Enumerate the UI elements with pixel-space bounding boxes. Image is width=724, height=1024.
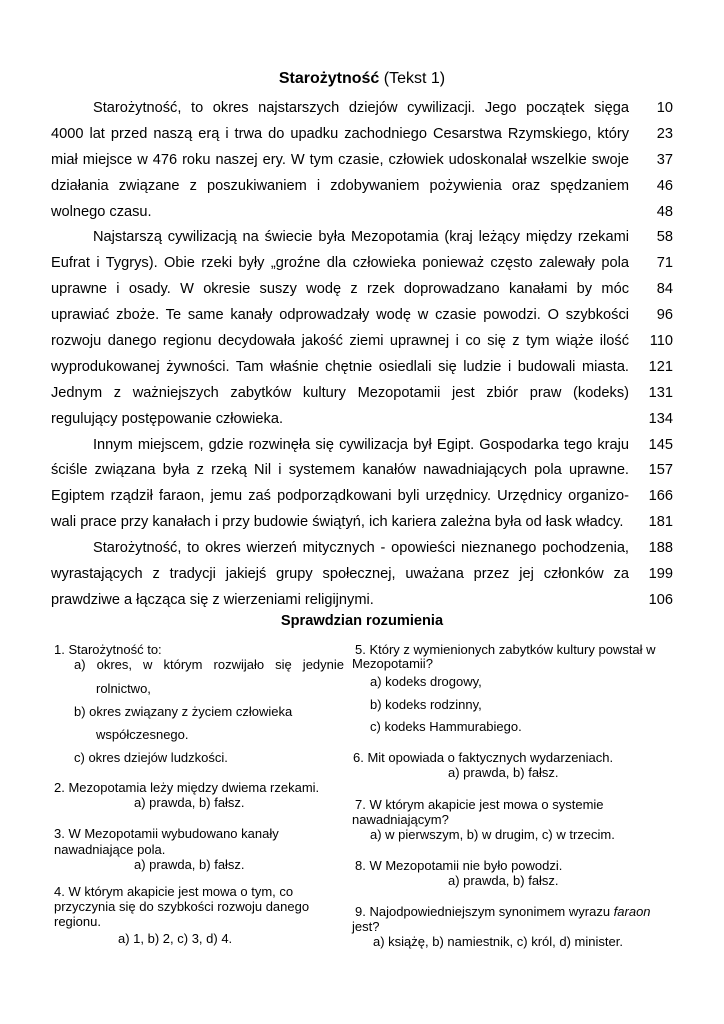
word-count: 46	[656, 177, 673, 194]
text-line	[51, 303, 681, 329]
text-line-content: uprawne i osady. W okresie suszy wodę z rzek doprowadzano kanałami by móc	[51, 281, 629, 298]
word-count: 96	[656, 307, 673, 324]
text-line-content: Jednym z ważniejszych zabytków kultury Mezopotamii jest zbiór praw (kodeks)	[51, 384, 629, 401]
text-body	[51, 96, 681, 614]
question-1-option-b-cont: współczesnego.	[96, 727, 189, 742]
word-count: 48	[656, 203, 673, 220]
text-line-content: wyrastających z tradycji jakiejś grupy społecznej, uważana przez jej członków za	[51, 566, 629, 583]
text-line-content: wali prace przy kanałach i przy budowie świątyń, ich kariera zależna była od łask władcy.	[51, 514, 624, 531]
question-5-stem-cont: Mezopotamii?	[352, 656, 433, 671]
text-line	[51, 329, 681, 355]
title-sub: (Tekst 1)	[383, 70, 446, 87]
word-count: 166	[648, 488, 673, 505]
word-count: 121	[648, 358, 673, 375]
question-1-option-c: c) okres dziejów ludzkości.	[74, 750, 228, 765]
text-line	[51, 458, 681, 484]
text-line-content: wolnego czasu.	[51, 203, 152, 220]
word-count: 110	[649, 333, 673, 350]
text-line	[51, 510, 681, 536]
text-line-content: regulujący postępowanie człowieka.	[51, 410, 284, 427]
question-7-stem: 7. W którym akapicie jest mowa o systemie	[355, 797, 604, 812]
text-line	[51, 174, 681, 200]
question-6-options: a) prawda, b) fałsz.	[448, 765, 559, 780]
word-count: 157	[648, 462, 673, 479]
question-1-option-a: a) okres, w którym rozwijało się jedynie	[74, 657, 344, 672]
text-line-content: Innym miejscem, gdzie rozwinęła się cywilizacja był Egipt. Gospodarka tego kraju	[93, 436, 629, 453]
word-count: 188	[648, 540, 673, 557]
question-3-stem: 3. W Mezopotamii wybudowano kanały	[54, 826, 279, 841]
question-7-options: a) w pierwszym, b) w drugim, c) w trzecim.	[370, 827, 615, 842]
text-line	[51, 381, 681, 407]
text-line-content: wyprodukowanej żywności. Tam właśnie chętnie osiedlali się ludzie i budowali miasta.	[51, 358, 629, 375]
question-3-options: a) prawda, b) fałsz.	[134, 857, 245, 872]
word-count: 181	[648, 514, 673, 531]
question-2-stem: 2. Mezopotamia leży między dwiema rzekami.	[54, 780, 320, 795]
question-3-stem-cont: nawadniające pola.	[54, 842, 166, 857]
question-9-keyword: faraon	[613, 904, 651, 919]
question-4-stem-end: regionu.	[54, 914, 101, 929]
text-line	[51, 251, 681, 277]
text-line	[51, 407, 681, 433]
word-count: 71	[656, 255, 673, 272]
question-9-stem	[355, 904, 651, 920]
question-5-option-a: a) kodeks drogowy,	[370, 674, 482, 689]
word-count: 145	[648, 436, 673, 453]
word-count: 23	[656, 125, 673, 142]
text-line	[51, 122, 681, 148]
text-line-content: Starożytność, to okres najstarszych dziejów cywilizacji. Jego początek sięga	[93, 100, 629, 116]
question-5-option-c: c) kodeks Hammurabiego.	[370, 719, 522, 734]
question-1-option-b: b) okres związany z życiem człowieka	[74, 704, 293, 719]
text-line	[51, 588, 681, 614]
word-count: 106	[648, 591, 673, 608]
text-line	[51, 484, 681, 510]
question-2-options: a) prawda, b) fałsz.	[134, 795, 245, 810]
text-line-content: Egiptem rządził faraon, jemu zaś podporządkowani byli urzędnicy. Urzędnicy organizo-	[51, 488, 629, 505]
text-line	[51, 225, 681, 251]
text-line	[51, 562, 681, 588]
question-8-stem: 8. W Mezopotamii nie było powodzi.	[355, 858, 563, 873]
text-line	[51, 200, 681, 226]
question-4-stem-cont: przyczynia się do szybkości rozwoju danego	[54, 899, 310, 914]
title-main: Starożytność	[278, 70, 380, 87]
text-line-content: Eufrat i Tygrys). Obie rzeki były „groźne dla człowieka ponieważ często zalewały pola	[51, 255, 629, 272]
word-count: 84	[656, 281, 673, 298]
text-line-content: ściśle związana była z rzeką Nil i systemem kanałów nawadniających pola uprawne.	[51, 462, 629, 479]
question-5-stem: 5. Który z wymienionych zabytków kultury powstał w	[355, 642, 656, 657]
question-1-option-a-cont: rolnictwo,	[96, 681, 151, 696]
text-line-content: prawdziwe a łącząca się z wierzeniami religijnymi.	[51, 591, 374, 608]
word-count: 37	[656, 151, 673, 168]
question-9-options: a) książę, b) namiestnik, c) król, d) minister.	[373, 934, 623, 949]
text-line-content: Najstarszą cywilizacją na świecie była Mezopotamia (kraj leżący między rzekami	[93, 229, 629, 246]
question-9-stem-text: 9. Najodpowiedniejszym synonimem wyrazu	[355, 904, 614, 919]
text-line-content: działania związane z poszukiwaniem i zdobywaniem pożywienia oraz spędzaniem	[51, 177, 629, 194]
question-9-stem-cont: jest?	[352, 919, 380, 934]
question-7-stem-cont: nawadniającym?	[352, 812, 449, 827]
text-line	[51, 148, 681, 174]
question-4-options: a) 1, b) 2, c) 3, d) 4.	[118, 931, 233, 946]
text-line-content: uprawiać zboże. Te same kanały odprowadzały wodę w czasie powodzi. O szybkości	[51, 307, 629, 324]
text-line	[51, 433, 681, 459]
quiz-title: Sprawdzian rozumienia	[280, 613, 444, 629]
text-line-content: 4000 lat przed naszą erą i trwa do upadku zachodniego Cesarstwa Rzymskiego, który	[51, 125, 629, 142]
question-4-stem: 4. W którym akapicie jest mowa o tym, co	[54, 884, 294, 899]
text-line	[51, 355, 681, 381]
text-line	[51, 536, 681, 562]
text-line-content: Starożytność, to okres wierzeń mitycznych - opowieści nieznanego pochodzenia,	[93, 540, 629, 557]
question-8-options: a) prawda, b) fałsz.	[448, 873, 559, 888]
word-count: 131	[648, 384, 673, 401]
question-6-stem: 6. Mit opowiada o faktycznych wydarzeniach.	[353, 750, 614, 765]
text-line-content: rozwoju danego regionu decydowała jakość ziemi uprawnej i co się z tym wiąże ilość	[51, 333, 629, 350]
word-count: 10	[656, 100, 673, 116]
question-1-stem: 1. Starożytność to:	[54, 642, 162, 657]
text-line	[51, 277, 681, 303]
word-count: 134	[648, 410, 673, 427]
word-count: 199	[648, 566, 673, 583]
question-5-option-b: b) kodeks rodzinny,	[370, 697, 482, 712]
text-line	[51, 96, 681, 122]
text-line-content: miał miejsce w 476 roku naszej ery. W tym czasie, człowiek udoskonalał wszelkie swoje	[51, 151, 629, 168]
document-title	[0, 69, 724, 89]
word-count: 58	[656, 229, 673, 246]
